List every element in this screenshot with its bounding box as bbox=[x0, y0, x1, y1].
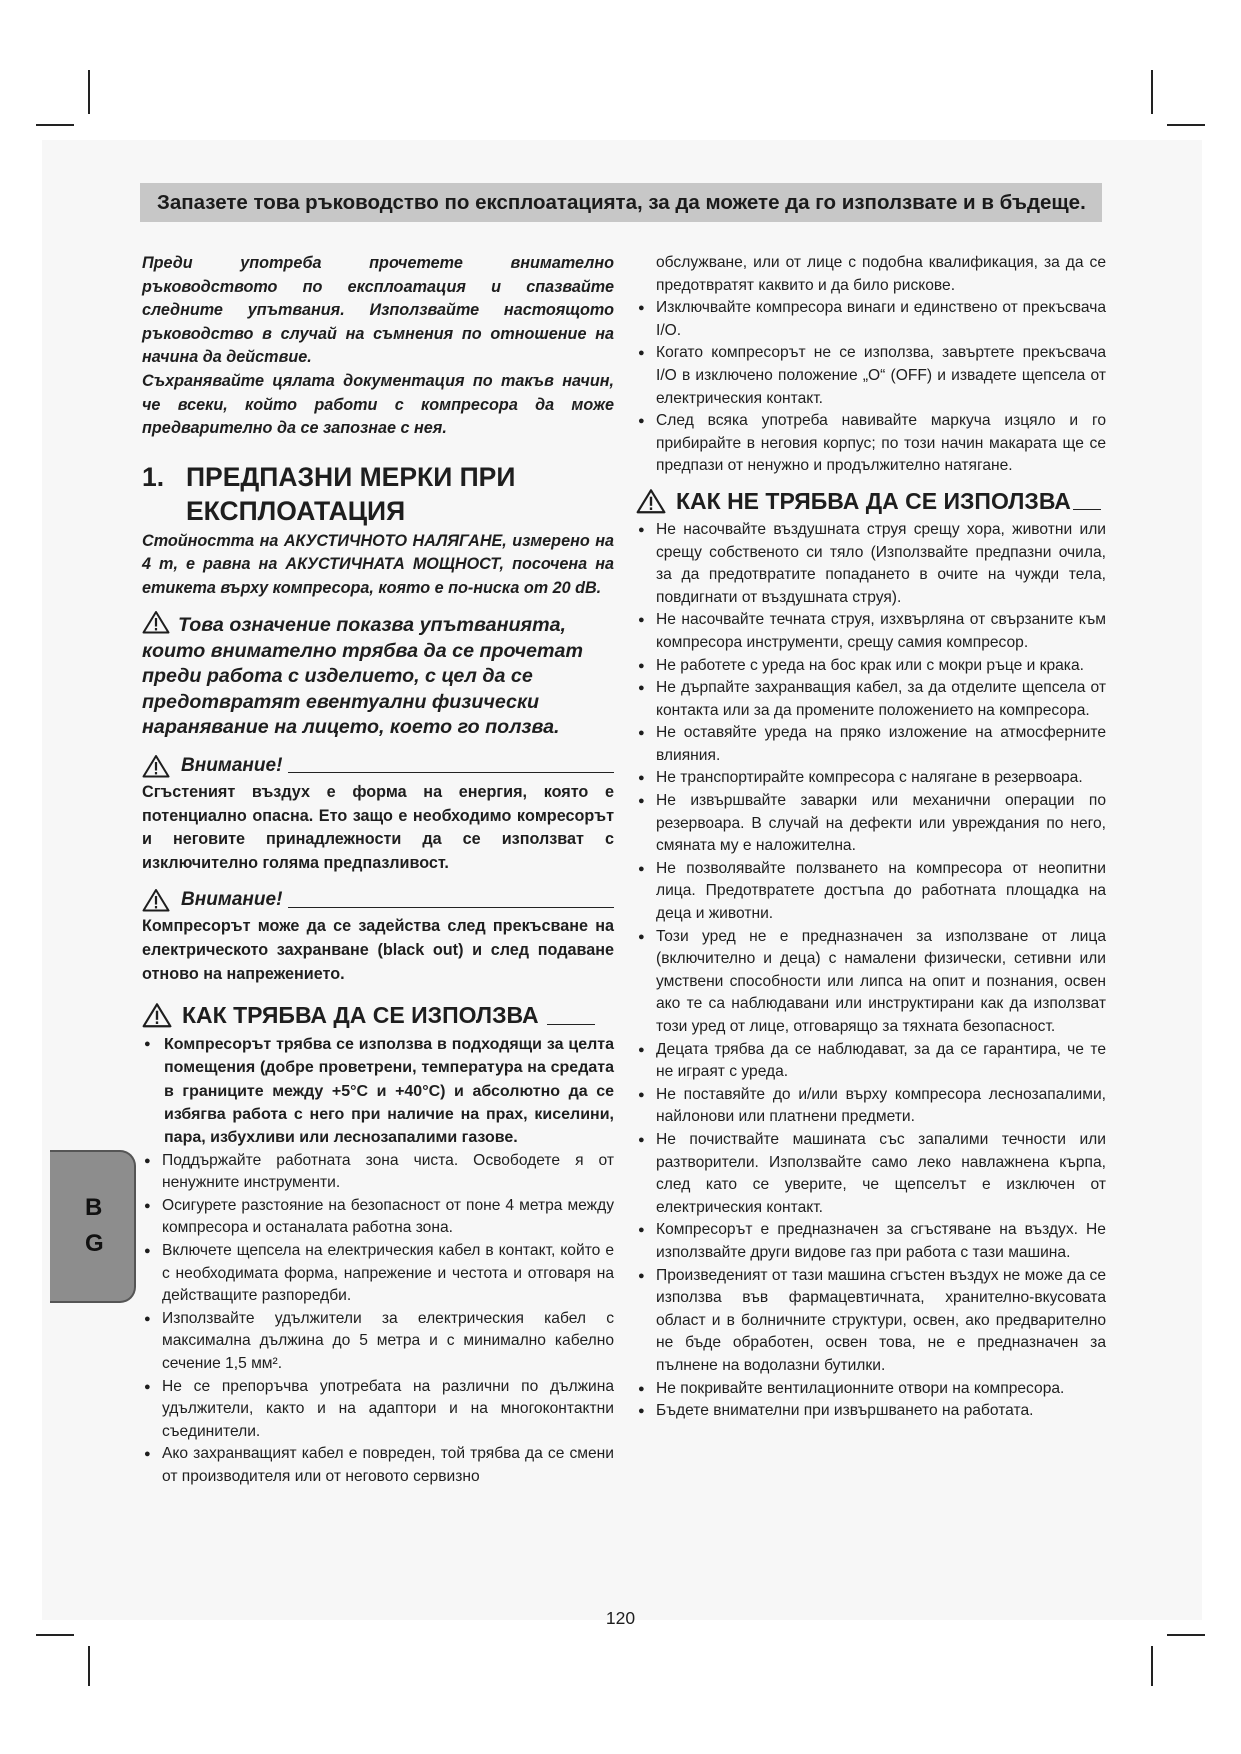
list-item-continuation: обслужване, или от лице с подобна квалификация, за да се предотвратят каквито и да било рискове. bbox=[656, 254, 1106, 294]
language-tab-letter-2: G bbox=[85, 1230, 104, 1257]
how-to-use-list bbox=[142, 1033, 614, 1488]
list-item: ● Не се препоръчва употребата на различни по дължина удължители, както и на адаптори и на многоконтактни съединители. bbox=[142, 1376, 614, 1444]
how-not-to-use-list bbox=[636, 519, 1106, 1423]
list-item: ● Осигурете разстояние на безопасност от поне 4 метра между компресора и останалата работна зона. bbox=[142, 1195, 614, 1240]
crop-mark bbox=[36, 1634, 74, 1636]
list-item: ● Изключвайте компресора винаги и единствено от прекъсвача I/O. bbox=[636, 297, 1106, 342]
page-number: 120 bbox=[605, 1608, 636, 1628]
crop-mark bbox=[1151, 70, 1153, 114]
list-item: ● Произведеният от тази машина сгъстен въздух не може да се използва във фармацевтичната, хранително-вкусовата област и в болничните структури, освен, ако предварително не бъде обработен, освен това, не е предназначен за пълнене на водолазни бутилки. bbox=[636, 1265, 1106, 1378]
warning-symbol-text: Това означение показва упътванията, които внимателно трябва да се прочетат преди работа с изделието, с цел да се предотвратят евентуални физически наранявание на лицето, което го ползва. bbox=[142, 613, 583, 739]
caution-heading-2 bbox=[142, 887, 614, 913]
list-item: ● Не почиствайте машината със запалими течности или разтворители. Използвайте само леко навлажнена кърпа, след като се уверите, че щепселът е изключен от електрическия контакт. bbox=[636, 1129, 1106, 1219]
left-column bbox=[142, 252, 614, 1488]
language-tab-letter-1: B bbox=[85, 1194, 103, 1221]
warning-triangle-icon bbox=[636, 488, 666, 514]
right-column bbox=[636, 252, 1106, 1423]
heading-rule bbox=[547, 1006, 595, 1025]
crop-mark bbox=[88, 1646, 90, 1686]
acoustic-statement: Стойността на АКУСТИЧНОТО НАЛЯГАНЕ, измерено на 4 m, е равна на АКУСТИЧНАТА МОЩНОСТ, посочена на етикета върху компресора, която е по-ниска от 20 dB. bbox=[142, 531, 614, 597]
list-item: ● След всяка употреба навивайте маркуча изцяло и го прибирайте в неговия корпус; по този начин макарата ще се предпази от ненужно и продължително натягане. bbox=[636, 410, 1106, 478]
section-1-title-line2: ЕКСПЛОАТАЦИЯ bbox=[186, 495, 406, 526]
intro-paragraph-2: Съхранявайте цялата документация по такъв начин, че всеки, който работи с компресора да може предварително да се запознае с нея. bbox=[142, 371, 614, 438]
list-item: ● Не поставяйте до и/или върху компресора леснозапалими, найлонови или платнени предмети. bbox=[636, 1084, 1106, 1129]
list-item: ● Не насочвайте въздушната струя срещу хора, животни или срещу собственото си тяло (Използвайте предпазни очила, за да предотвратите попадането в очите на чужди тела, повдигнати от въздушната струя). bbox=[636, 519, 1106, 609]
caution-heading-1 bbox=[142, 753, 614, 779]
list-item: ● Ако захранващият кабел е повреден, той трябва да се смени от производителя или от неговото сервизно bbox=[142, 1443, 614, 1488]
language-tab bbox=[50, 1150, 136, 1303]
caution-1-text: Сгъстеният въздух е форма на енергия, която е потенциално опасна. Ето защо е необходимо кoмресорът и неговите принадлежности да се използват с изключително голяма предпазливост. bbox=[142, 782, 614, 872]
list-item: ● Включете щепсела на електрическия кабел в контакт, който е с необходимата форма, напрежение и честота и отговаря на действащите разпоредби. bbox=[142, 1240, 614, 1308]
warning-triangle-icon bbox=[142, 888, 170, 912]
warning-triangle-icon bbox=[142, 754, 170, 778]
list-item: ● Децата трябва да се наблюдават, за да се гарантира, че те не играят с уреда. bbox=[636, 1039, 1106, 1084]
list-item: ● Не покривайте вентилационните отвори на компресора. bbox=[636, 1378, 1106, 1401]
page-header-banner: Запазете това ръководство по експлоатацията, за да можете да го използвате и в бъдеще. bbox=[140, 183, 1102, 222]
crop-mark bbox=[88, 70, 90, 114]
crop-mark bbox=[1167, 124, 1205, 126]
how-not-to-use-heading bbox=[636, 486, 1106, 516]
warning-triangle-icon bbox=[142, 610, 170, 634]
caution-heading-2-label: Внимание! bbox=[181, 889, 283, 911]
list-item: ● Бъдете внимателни при извършването на работата. bbox=[636, 1400, 1106, 1423]
how-not-to-use-heading-label: КАК НЕ ТРЯБВА ДА СЕ ИЗПОЛЗВА bbox=[676, 487, 1071, 514]
list-item: ● Не извършвайте заварки или механични операции по резервоара. В случай на дефекти или увреждания по него, смяната му е наложителна. bbox=[636, 790, 1106, 858]
section-1-title bbox=[142, 460, 614, 528]
list-item: ● Не оставяйте уреда на пряко изложение на атмосферните влияния. bbox=[636, 722, 1106, 767]
crop-mark bbox=[36, 124, 74, 126]
list-item: ● Използвайте удължители за електрическия кабел с максимална дължина до 5 метра и с минимално кабелно сечение 1,5 мм². bbox=[142, 1308, 614, 1376]
list-item: ● Поддържайте работната зона чиста. Освободете я от ненужните инструменти. bbox=[142, 1150, 614, 1195]
heading-rule bbox=[288, 758, 614, 773]
heading-rule bbox=[288, 893, 614, 908]
list-item: ● Не насочвайте течната струя, изхвърляна от свързаните към компресора инструменти, срещу самия компресор. bbox=[636, 609, 1106, 654]
how-to-use-heading bbox=[142, 1000, 614, 1030]
heading-rule bbox=[1073, 491, 1101, 510]
warning-triangle-icon bbox=[142, 1002, 172, 1028]
how-to-use-list-continued bbox=[636, 297, 1106, 478]
intro-paragraph-1: Преди употреба прочетете внимателно ръководството по експлоатация и спазвайте следните упътвания. Използвайте настоящото ръководство в случай на съмнения по отношение на начина да действие. bbox=[142, 254, 614, 367]
crop-mark bbox=[1151, 1646, 1153, 1686]
list-item: ● Компресорът е предназначен за сгъстяване на въздух. Не използвайте други видове газ при работа с тази машина. bbox=[636, 1219, 1106, 1264]
section-1-number: 1. bbox=[142, 461, 165, 492]
list-item: ● Не позволявайте ползването на компресора от неопитни лица. Предотвратете достъпа до работната площадка на деца и животни. bbox=[636, 858, 1106, 926]
crop-mark bbox=[1167, 1634, 1205, 1636]
list-item: ● Не дърпайте захранващия кабел, за да отделите щепсела от контакта или за да промените положението на компресора. bbox=[636, 677, 1106, 722]
how-to-use-heading-label: КАК ТРЯБВА ДА СЕ ИЗПОЛЗВА bbox=[182, 1002, 539, 1029]
caution-heading-1-label: Внимание! bbox=[181, 754, 283, 776]
caution-2-text: Компресорът може да се задейства след прекъсване на електрическото захранване (black out) и след подаване отново на напрежението. bbox=[142, 917, 614, 983]
list-item: ● Не работете с уреда на бос крак или с мокри ръце и крака. bbox=[636, 655, 1106, 678]
section-1-title-line1: ПРЕДПАЗНИ МЕРКИ ПРИ bbox=[186, 461, 516, 492]
list-item: ● Когато компресорът не се използва, завъртете прекъсвача I/O в изключено положение „O“ (OFF) и извадете щепсела от електрическия контакт. bbox=[636, 342, 1106, 410]
list-item: ● Не транспортирайте компресора с налягане в резервоара. bbox=[636, 767, 1106, 790]
list-item: ● Този уред не е предназначен за използване от лица (включително и деца) с намалени физически, сетивни или умствени способности или липса на опит и познания, освен ако те са наблюдавани или инструктирани как да използват този уред от лице, отговарящо за тяхната безопасност. bbox=[636, 926, 1106, 1039]
list-item: ● Компресорът трябва се използва в подходящи за целта помещения (добре проветрени, температура на средата в границите между +5°C и +40°C) и абсолютно да се избягва работа с него при наличие на прах, киселини, пара, избухливи или леснозапалими газове. bbox=[142, 1033, 614, 1149]
warning-symbol-explanation bbox=[142, 610, 614, 741]
